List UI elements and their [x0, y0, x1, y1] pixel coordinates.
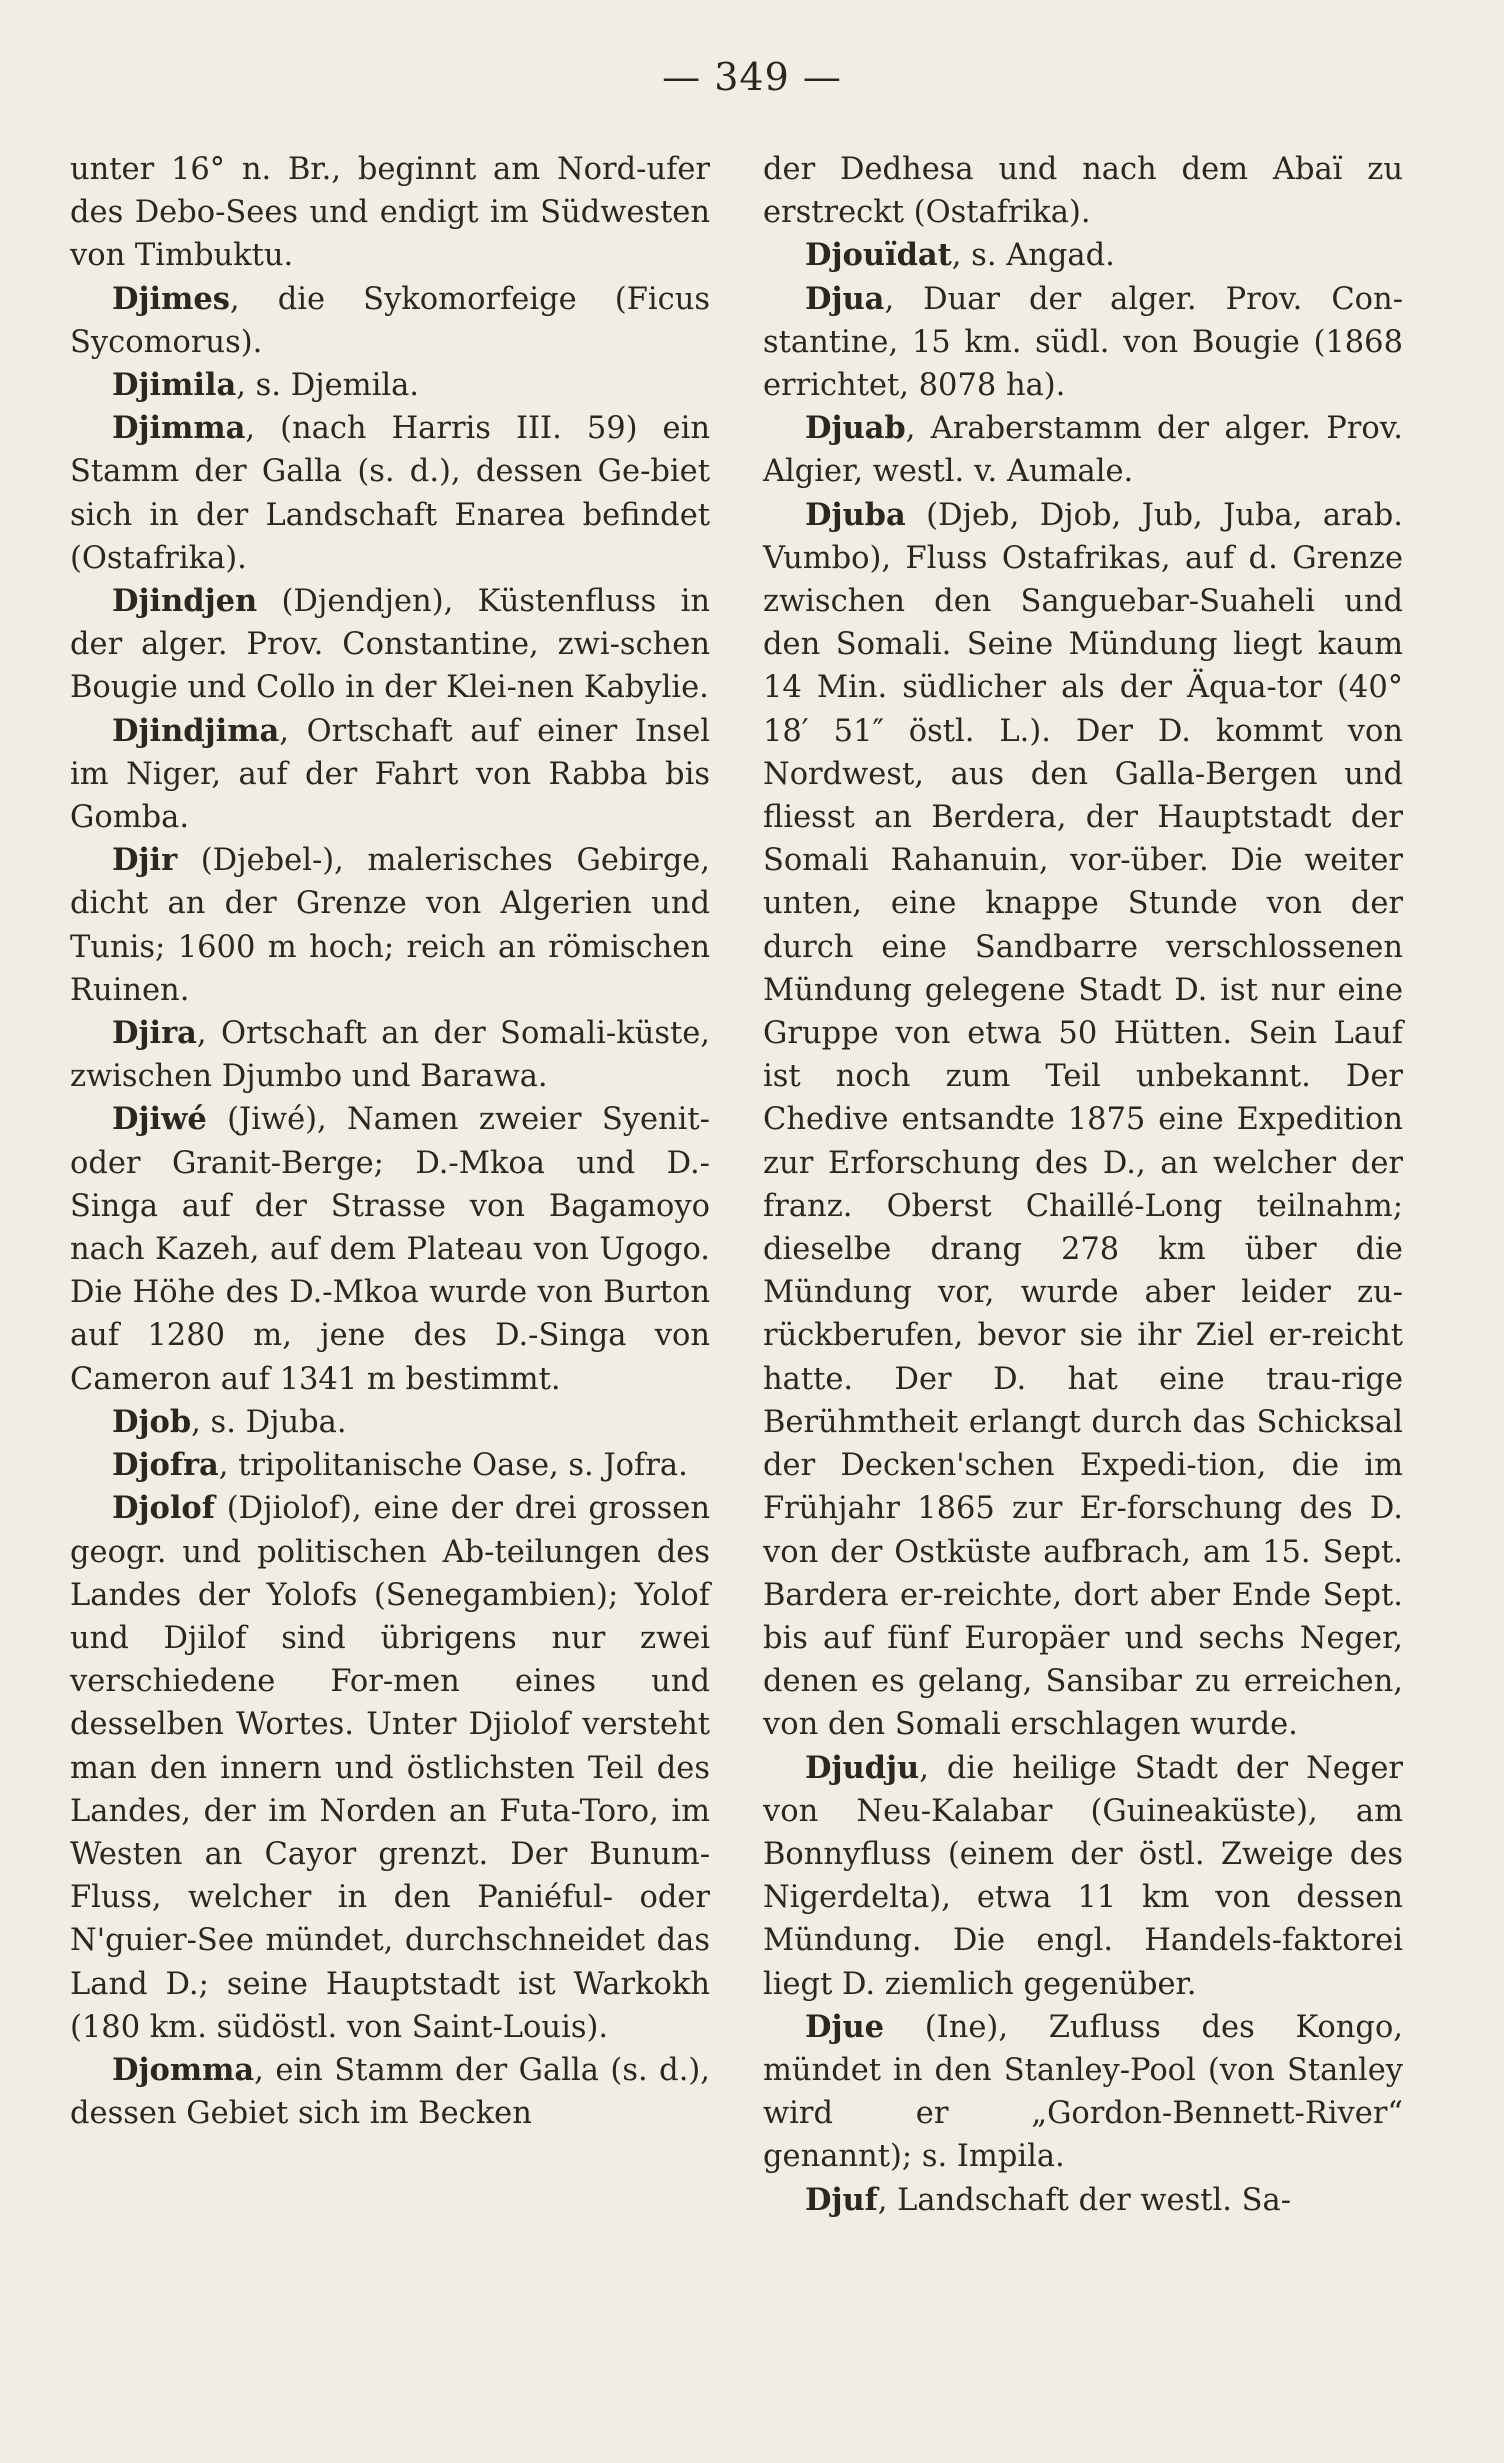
entry-text: , s. Djuba.: [191, 1404, 347, 1440]
dictionary-entry: [70, 1444, 710, 1487]
entry-headword: Djob: [112, 1403, 192, 1440]
dictionary-entry: [70, 2049, 710, 2135]
dictionary-entry: [70, 278, 710, 364]
dictionary-entry: [763, 1747, 1403, 2006]
dictionary-entry: [70, 710, 710, 840]
entry-headword: Djimma: [112, 410, 246, 447]
entry-text: , s. Djemila.: [236, 368, 419, 404]
entry-text: , ein Stamm der Galla (s. d.), dessen Gebiet sich im Becken: [70, 2052, 710, 2132]
entry-headword: Djua: [805, 280, 885, 317]
entry-headword: Djudju: [805, 1749, 920, 1786]
entry-text: (Djebel-), malerisches Gebirge, dicht an der Grenze von Algerien und Tunis; 1600 m hoch; reich an römischen Ruinen.: [70, 843, 710, 1008]
entry-headword: Djindjen: [112, 583, 258, 620]
dictionary-entry: [70, 839, 710, 1012]
entry-text: , (nach Harris III. 59) ein Stamm der Galla (s. d.), dessen Ge-biet sich in der Landschaft Enarea befindet (Ostafrika).: [70, 411, 710, 576]
entry-text: , die Sykomorfeige (Ficus Sycomorus).: [70, 281, 710, 360]
dictionary-entry: [763, 494, 1403, 1747]
dictionary-entry: [70, 148, 710, 278]
entry-text: (Djendjen), Küstenfluss in der alger. Prov. Constantine, zwi-schen Bougie und Collo in der Klei-nen Kabylie.: [70, 584, 710, 706]
entry-text: , s. Angad.: [951, 238, 1115, 274]
dictionary-entry: [763, 407, 1403, 493]
entry-headword: Djouïdat: [805, 237, 952, 274]
dictionary-entry: [70, 407, 710, 580]
entry-headword: Djiwé: [112, 1101, 207, 1138]
entry-headword: Djir: [112, 842, 178, 879]
entry-headword: Djomma: [112, 2051, 255, 2088]
dictionary-entry: [70, 1012, 710, 1098]
entry-text: , Ortschaft auf einer Insel im Niger, auf der Fahrt von Rabba bis Gomba.: [70, 713, 710, 836]
entry-headword: Djuf: [805, 2181, 878, 2218]
dictionary-entry: [763, 234, 1403, 277]
left-column: [70, 148, 710, 2135]
entry-headword: Djira: [112, 1015, 197, 1052]
entry-text: , tripolitanische Oase, s. Jofra.: [218, 1448, 688, 1484]
dictionary-entry: [70, 1401, 710, 1444]
entry-text: der Dedhesa und nach dem Abaï zu erstreckt (Ostafrika).: [763, 152, 1403, 231]
dictionary-entry: [70, 364, 710, 407]
entry-headword: Djolof: [112, 1490, 215, 1527]
entry-text: , Landschaft der westl. Sa-: [877, 2182, 1292, 2218]
dictionary-entry: [763, 148, 1403, 234]
dictionary-entry: [763, 278, 1403, 408]
page-number: — 349 —: [662, 55, 842, 99]
entry-headword: Djimila: [112, 367, 237, 404]
entry-text: (Djiolof), eine der drei grossen geogr. und politischen Ab-teilungen des Landes der Yolofs (Senegambien); Yolof und Djilof sind übrigens nur zwei verschiedene For-men eines und desselben Wortes. Unter Djiolof versteht man den innern und östlichsten Teil des Landes, der im Norden an Futa-Toro, im Westen an Cayor grenzt. Der Bunum-Fluss, welcher in den Paniéful- oder N'guier-See mündet, durchschneidet das Land D.; seine Hauptstadt ist Warkokh (180 km. südöstl. von Saint-Louis).: [70, 1491, 710, 2045]
entry-text: (Ine), Zufluss des Kongo, mündet in den Stanley-Pool (von Stanley wird er „Gordon-Bennett-River“ genannt); s. Impila.: [763, 2009, 1403, 2175]
entry-text: , Ortschaft an der Somali-küste, zwischen Djumbo und Barawa.: [70, 1016, 710, 1095]
entry-headword: Djimes: [112, 280, 230, 317]
entry-text: unter 16° n. Br., beginnt am Nord-ufer des Debo-Sees und endigt im Südwesten von Timbuktu.: [70, 152, 710, 274]
dictionary-entry: [763, 2179, 1403, 2222]
entry-text: (Djeb, Djob, Jub, Juba, arab. Vumbo), Fluss Ostafrikas, auf d. Grenze zwischen den Sanguebar-Suaheli und den Somali. Seine Mündung liegt kaum 14 Min. südlicher als der Äqua-tor (40° 18′ 51″ östl. L.). Der D. kommt von Nordwest, aus den Galla-Bergen und fliesst an Berdera, der Hauptstadt der Somali Rahanuin, vor-über. Die weiter unten, eine knappe Stunde von der durch eine Sandbarre verschlossenen Mündung gelegene Stadt D. ist nur eine Gruppe von etwa 50 Hütten. Sein Lauf ist noch zum Teil unbekannt. Der Chedive entsandte 1875 eine Expedition zur Erforschung des D., an welcher der franz. Oberst Chaillé-Long teilnahm; dieselbe drang 278 km über die Mündung vor, wurde aber leider zu-rückberufen, bevor sie ihr Ziel er-reicht hatte. Der D. hat eine trau-rige Berühmtheit erlangt durch das Schicksal der Decken'schen Expedi-tion, die im Frühjahr 1865 zur Er-forschung des D. von der Ostküste aufbrach, am 15. Sept. Bardera er-reichte, dort aber Ende Sept. bis auf fünf Europäer und sechs Neger, denen es gelang, Sansibar zu erreichen, von den Somali erschlagen wurde.: [763, 497, 1403, 1743]
dictionary-entry: [70, 1487, 710, 2049]
dictionary-entry: [70, 1098, 710, 1400]
right-column: [763, 148, 1403, 2222]
entry-headword: Djuba: [805, 496, 906, 533]
dictionary-entry: [763, 2006, 1403, 2179]
entry-headword: Djofra: [112, 1447, 219, 1484]
entry-text: , Araberstamm der alger. Prov. Algier, westl. v. Aumale.: [763, 411, 1403, 490]
entry-text: , die heilige Stadt der Neger von Neu-Kalabar (Guineaküste), am Bonnyfluss (einem der östl. Zweige des Nigerdelta), etwa 11 km von dessen Mündung. Die engl. Handels-faktorei liegt D. ziemlich gegenüber.: [763, 1750, 1403, 2002]
entry-text: , Duar der alger. Prov. Con-stantine, 15 km. südl. von Bougie (1868 errichtet, 8078 ha).: [763, 281, 1403, 404]
entry-headword: Djindjima: [112, 712, 280, 749]
entry-text: (Jiwé), Namen zweier Syenit- oder Granit-Berge; D.-Mkoa und D.-Singa auf der Strasse von Bagamoyo nach Kazeh, auf dem Plateau von Ugogo. Die Höhe des D.-Mkoa wurde von Burton auf 1280 m, jene des D.-Singa von Cameron auf 1341 m bestimmt.: [70, 1102, 710, 1397]
entry-headword: Djuab: [805, 410, 906, 447]
dictionary-entry: [70, 580, 710, 710]
entry-headword: Djue: [805, 2008, 885, 2045]
